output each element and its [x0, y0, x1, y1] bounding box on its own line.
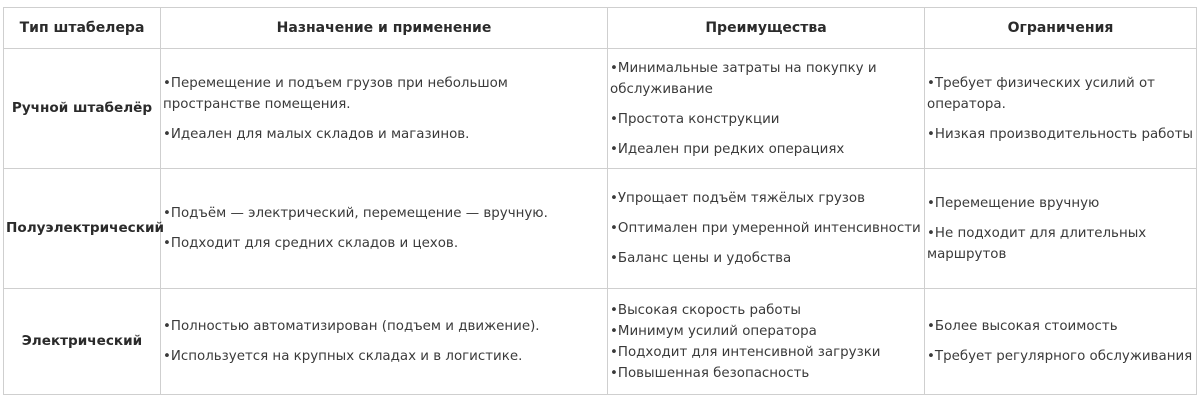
table-header-row	[4, 8, 1197, 49]
table-row	[4, 169, 1197, 289]
advantage-item: •Минимум усилий оператора	[610, 323, 817, 339]
advantage-item: •Идеален при редких операциях	[610, 141, 845, 157]
purpose-item: •Идеален для малых складов и магазинов.	[163, 126, 470, 142]
limitation-item: •Низкая производительность работы	[927, 126, 1193, 142]
purpose-item: •Подходит для средних складов и цехов.	[163, 236, 459, 251]
header-limitations: Ограничения	[925, 8, 1197, 49]
advantage-item: •Повышенная безопасность	[610, 365, 810, 381]
limitation-item: •Требует физических усилий от оператора.	[927, 75, 1155, 112]
advantages-cell	[608, 289, 925, 395]
purpose-item: •Используется на крупных складах и в логистике.	[163, 349, 523, 364]
advantages-cell	[608, 49, 925, 169]
purpose-item: •Перемещение и подъем грузов при небольшом пространстве помещения.	[163, 75, 508, 112]
purpose-cell	[161, 49, 608, 169]
advantage-item: •Высокая скорость работы	[610, 302, 801, 318]
purpose-item: •Полностью автоматизирован (подъем и движение).	[163, 319, 540, 334]
header-type: Тип штабелера	[4, 8, 161, 49]
limitation-item: •Более высокая стоимость	[927, 319, 1118, 334]
table-row	[4, 49, 1197, 169]
stacker-comparison-table	[3, 7, 1197, 395]
advantages-cell	[608, 169, 925, 289]
advantage-item: •Оптимален при умеренной интенсивности	[610, 221, 921, 236]
limitation-item: •Не подходит для длительных маршрутов	[927, 225, 1147, 262]
stacker-type-cell: Ручной штабелёр	[4, 49, 161, 169]
header-purpose: Назначение и применение	[161, 8, 608, 49]
limitations-cell	[925, 169, 1197, 289]
purpose-cell	[161, 169, 608, 289]
purpose-item: •Подъём — электрический, перемещение — вручную.	[163, 206, 548, 221]
advantage-item: •Баланс цены и удобства	[610, 251, 792, 266]
advantage-item: •Подходит для интенсивной загрузки	[610, 344, 881, 360]
advantage-item: •Простота конструкции	[610, 111, 780, 127]
stacker-type-cell: Электрический	[4, 289, 161, 395]
limitation-item: •Перемещение вручную	[927, 195, 1100, 211]
advantage-item: •Упрощает подъём тяжёлых грузов	[610, 191, 866, 206]
purpose-cell	[161, 289, 608, 395]
limitations-cell	[925, 289, 1197, 395]
stacker-type-cell: Полуэлектрический	[4, 169, 161, 289]
limitation-item: •Требует регулярного обслуживания	[927, 349, 1193, 364]
advantage-item: •Минимальные затраты на покупку и обслуживание	[610, 60, 877, 97]
header-advantages: Преимущества	[608, 8, 925, 49]
limitations-cell	[925, 49, 1197, 169]
table-row	[4, 289, 1197, 395]
